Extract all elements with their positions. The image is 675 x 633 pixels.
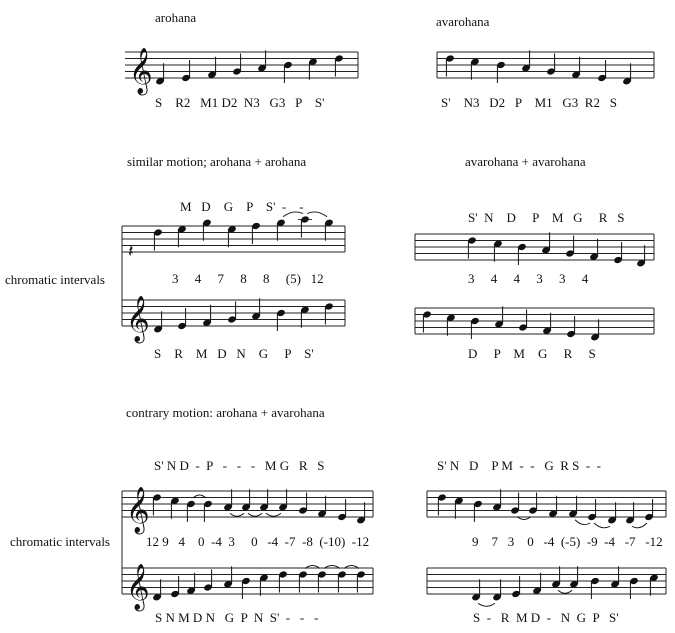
swaras-avarohana-upper: S' N D P M G R S (468, 210, 625, 225)
swaras-arohana: S R2 M1 D2 N3 G3 P S' (155, 95, 325, 110)
contrary-upper-tie (266, 513, 281, 516)
quarter-rest-icon: 𝄽 (128, 241, 134, 262)
label-chromatic-intervals-2: chromatic intervals (10, 534, 110, 549)
contrary-upper-tie (230, 513, 244, 516)
treble-clef-icon: 𝄞 (126, 487, 150, 533)
intervals-contrary-left: 12 9 4 0 -4 3 0 -4 -7 -8 (-10) -12 (146, 534, 370, 549)
swaras-contrary-upper: S' N D - P - - - M G R S (154, 458, 325, 473)
treble-clef-icon: 𝄞 (126, 296, 150, 342)
contrary-right-lower-tie (478, 603, 495, 606)
swaras-avarohana: S' N3 D2 P M1 G3 R2 S (441, 95, 617, 110)
similar-upper-tie (307, 212, 327, 217)
title-contrary-motion: contrary motion: arohana + avarohana (126, 405, 325, 420)
intervals-contrary-right: 9 7 3 0 -4 (-5) -9 -4 -7 -12 (472, 534, 663, 549)
label-chromatic-intervals: chromatic intervals (5, 272, 105, 287)
swaras-similar-lower: S R M D N G P S' (154, 346, 314, 361)
swaras-contrary-right-upper: S' N D P M - - G R S - - (437, 458, 602, 473)
title-similar-motion: similar motion; arohana + arohana (127, 154, 307, 169)
swaras-contrary-lower: S N M D N G P N S' - - - (155, 610, 319, 625)
title-avarohana-avarohana: avarohana + avarohana (465, 154, 586, 169)
swaras-similar-upper: M D G P S' - - (180, 199, 304, 214)
title-arohana: arohana (155, 10, 197, 25)
intervals-similar-right: 3 4 4 3 3 4 (468, 271, 589, 286)
similar-upper-tie (283, 212, 303, 217)
title-avarohana: avarohana (436, 14, 490, 29)
contrary-right-upper-tie (632, 523, 647, 528)
contrary-right-upper-tie (575, 520, 590, 525)
contrary-right-lower-tie (558, 590, 572, 593)
intervals-similar-left: 3 4 7 8 8 (5) 12 (172, 271, 324, 286)
swaras-avarohana-lower: D P M G R S (468, 346, 596, 361)
swaras-contrary-right-lower: S - R M D - N G P S' (473, 610, 619, 625)
treble-clef-icon: 𝄞 (129, 48, 153, 94)
contrary-right-upper-tie (594, 523, 610, 528)
contrary-upper-tie (248, 513, 262, 516)
treble-clef-icon: 𝄞 (126, 564, 150, 610)
